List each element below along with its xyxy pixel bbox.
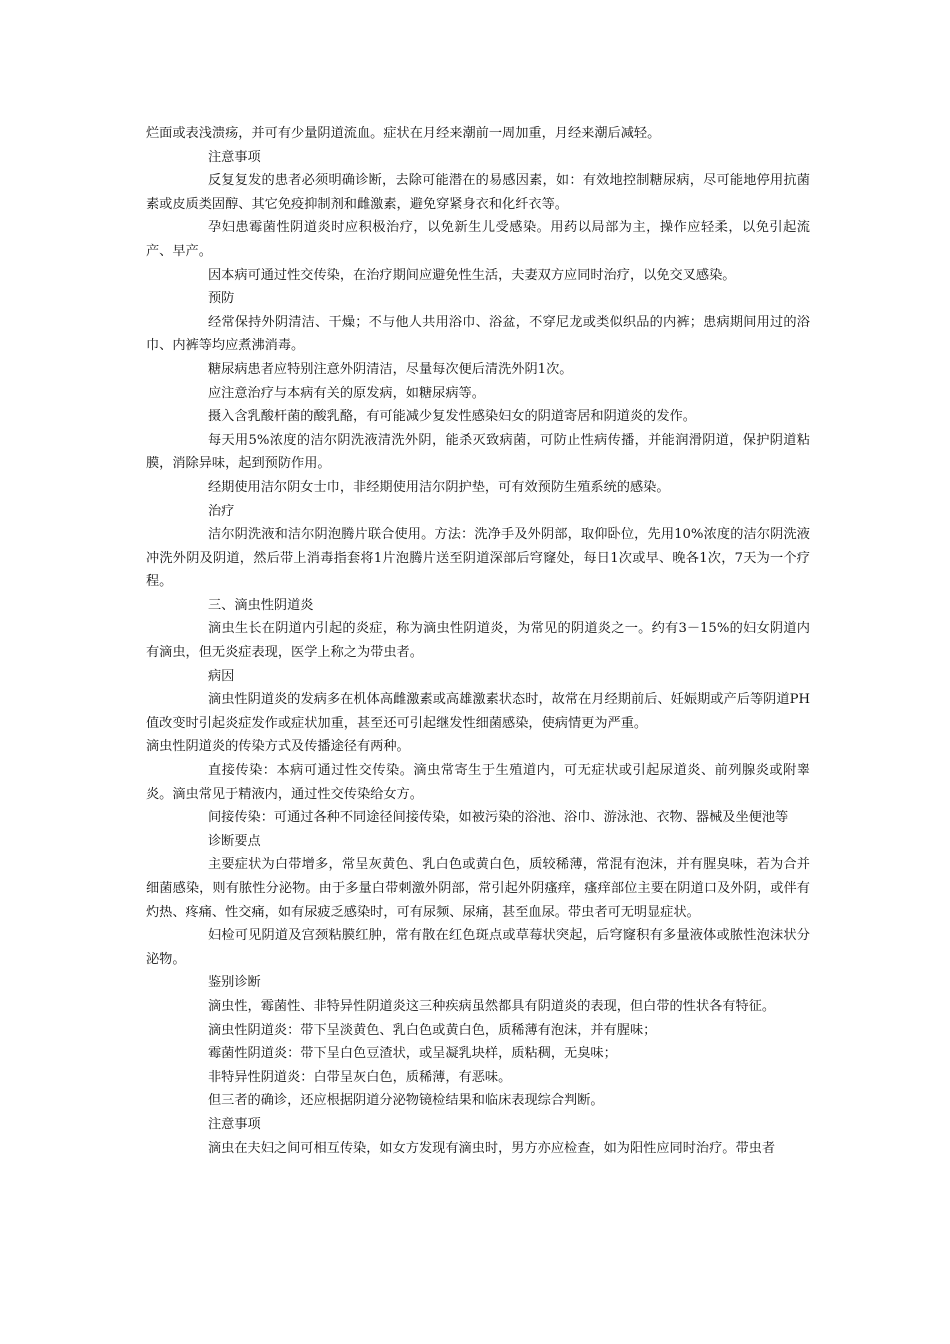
- section-heading: 预防: [208, 291, 235, 307]
- section-heading: 三、滴虫性阴道炎: [208, 597, 314, 613]
- body-paragraph: 主要症状为白带增多，常呈灰黄色、乳白色或黄白色，质较稀薄，常混有泡沫，并有腥臭味，若为合并细菌感染，则有脓性分泌物。由于多量白带刺激外阴部，常引起外阴瘙痒，瘙痒部位主要在阴道口及外阴，或伴有灼热、疼痛、性交痛，如有尿疲乏感染时，可有尿频、尿痛，甚至血尿。带虫者可无明显症状。: [146, 857, 810, 920]
- body-paragraph: 滴虫性阴道炎的发病多在机体高雌激素或高雄激素状态时，故常在月经期前后、妊娠期或产后等阴道PH值改变时引起炎症发作或症状加重，甚至还可引起继发性细菌感染，使病情更为严重。: [146, 692, 810, 731]
- body-paragraph: 经常保持外阴清洁、干燥；不与他人共用浴巾、浴盆，不穿尼龙或类似织品的内裤；患病期间用过的浴巾、内裤等均应煮沸消毒。: [146, 314, 810, 354]
- section-heading: 治疗: [208, 503, 235, 519]
- body-paragraph: 滴虫性，霉菌性、非特异性阴道炎这三种疾病虽然都具有阴道炎的表现，但白带的性状各有特征。: [208, 998, 776, 1014]
- body-paragraph: 直接传染：本病可通过性交传染。滴虫常寄生于生殖道内，可无症状或引起尿道炎、前列腺炎或附睾炎。滴虫常见于精液内，通过性交传染给女方。: [146, 763, 810, 802]
- body-paragraph: 烂面或表浅溃疡，并可有少量阴道流血。症状在月经来潮前一周加重，月经来潮后减轻。: [146, 126, 661, 141]
- body-paragraph: 摄入含乳酸杆菌的酸乳酪，有可能减少复发性感染妇女的阴道寄居和阴道炎的发作。: [208, 409, 696, 425]
- body-paragraph: 非特异性阴道炎：白带呈灰白色，质稀薄，有恶味。: [208, 1069, 512, 1085]
- body-paragraph: 因本病可通过性交传染，在治疗期间应避免性生活，夫妻双方应同时治疗，以免交叉感染。: [208, 267, 736, 283]
- body-paragraph: 滴虫性阴道炎：带下呈淡黄色、乳白色或黄白色，质稀薄有泡沫，并有腥味；: [208, 1022, 657, 1038]
- body-paragraph: 经期使用洁尔阴女士巾，非经期使用洁尔阴护垫，可有效预防生殖系统的感染。: [208, 479, 670, 495]
- section-heading: 诊断要点: [208, 833, 261, 849]
- section-heading: 注意事项: [208, 149, 261, 165]
- body-paragraph: 滴虫生长在阴道内引起的炎症，称为滴虫性阴道炎，为常见的阴道炎之一。约有3－15%的妇女阴道内有滴虫，但无炎症表现，医学上称之为带虫者。: [146, 621, 810, 661]
- body-paragraph: 滴虫性阴道炎的传染方式及传播途径有两种。: [146, 739, 410, 755]
- body-paragraph: 每天用5%浓度的洁尔阴洗液清洗外阴，能杀灭致病菌，可防止性病传播，并能润滑阴道，保护阴道粘膜，消除异味，起到预防作用。: [146, 432, 810, 472]
- body-paragraph: 间接传染：可通过各种不同途径间接传染，如被污染的浴池、浴巾、游泳池、衣物、器械及坐便池等: [208, 810, 789, 826]
- body-paragraph: 孕妇患霉菌性阴道炎时应积极治疗，以免新生儿受感染。用药以局部为主，操作应轻柔，以免引起流产、早产。: [146, 220, 810, 259]
- body-paragraph: 反复复发的患者必须明确诊断，去除可能潜在的易感因素，如：有效地控制糖尿病，尽可能地停用抗菌素或皮质类固醇、其它免疫抑制剂和雌激素，避免穿紧身衣和化纤衣等。: [146, 173, 810, 212]
- body-paragraph: 霉菌性阴道炎：带下呈白色豆渣状，或呈凝乳块样，质粘稠，无臭味；: [208, 1046, 617, 1062]
- body-paragraph: 糖尿病患者应特别注意外阴清洁，尽量每次便后清洗外阴1次。: [208, 361, 573, 377]
- document-body: [146, 122, 810, 1160]
- section-heading: 注意事项: [208, 1116, 261, 1132]
- body-paragraph: 滴虫在夫妇之间可相互传染，如女方发现有滴虫时，男方亦应检查，如为阳性应同时治疗。带虫者: [208, 1140, 776, 1156]
- section-heading: 鉴别诊断: [208, 975, 261, 991]
- body-paragraph: 但三者的确诊，还应根据阴道分泌物镜检结果和临床表现综合判断。: [208, 1093, 604, 1109]
- body-paragraph: 洁尔阴洗液和洁尔阴泡腾片联合使用。方法：洗净手及外阴部，取仰卧位，先用10%浓度的洁尔阴洗液冲洗外阴及阴道，然后带上消毒指套将1片泡腾片送至阴道深部后穹窿处，每日1次或早、晚各1次，7天为一个疗程。: [146, 527, 810, 590]
- section-heading: 病因: [208, 668, 235, 684]
- body-paragraph: 妇检可见阴道及宫颈粘膜红肿，常有散在红色斑点或草莓状突起，后穹窿积有多量液体或脓性泡沫状分泌物。: [146, 928, 810, 967]
- body-paragraph: 应注意治疗与本病有关的原发病，如糖尿病等。: [208, 385, 485, 401]
